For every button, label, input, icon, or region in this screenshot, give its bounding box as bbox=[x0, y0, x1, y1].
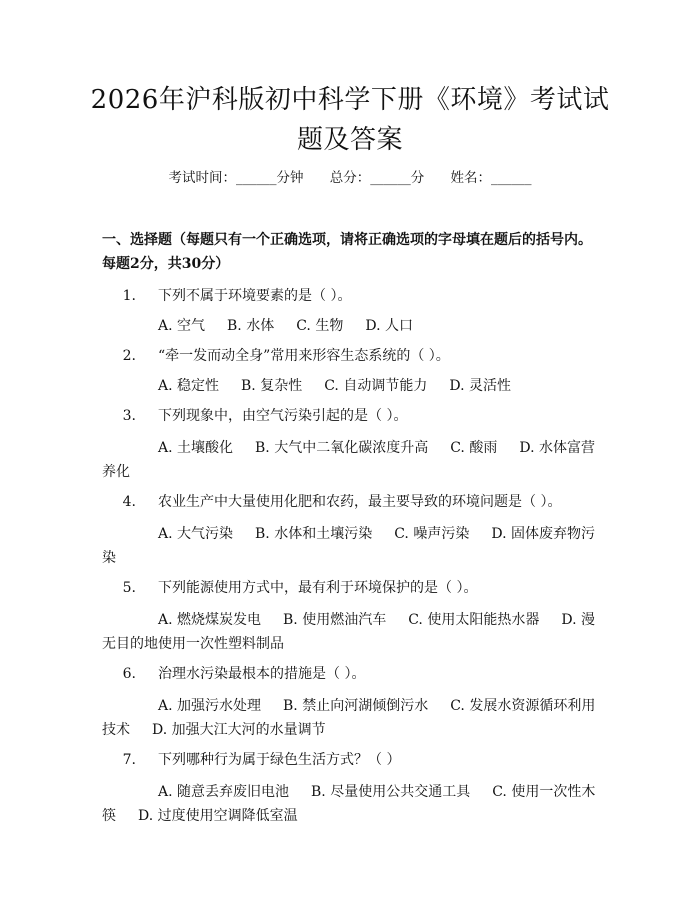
question-2 bbox=[102, 344, 602, 368]
question-text: 下列哪种行为属于绿色生活方式？（ ） bbox=[158, 752, 401, 768]
question-number: 3. bbox=[122, 408, 136, 424]
option-d: D. 水体富营养化 bbox=[102, 440, 595, 480]
option-b: B. 禁止向河湖倾倒污水 bbox=[283, 698, 429, 714]
question-2-options bbox=[102, 374, 602, 398]
question-text: 下列现象中，由空气污染引起的是（ ）。 bbox=[158, 408, 408, 424]
option-a: A. 加强污水处理 bbox=[158, 698, 262, 714]
question-text: 农业生产中大量使用化肥和农药，最主要导致的环境问题是（ ）。 bbox=[158, 494, 562, 510]
question-number: 6. bbox=[122, 666, 136, 682]
page-title bbox=[80, 80, 620, 160]
option-b: B. 水体 bbox=[227, 318, 275, 334]
question-number: 1. bbox=[122, 288, 136, 304]
option-b: B. 使用燃油汽车 bbox=[283, 612, 387, 628]
question-number: 2. bbox=[122, 348, 136, 364]
time-unit: 分钟 bbox=[276, 170, 304, 186]
option-c: C. 使用太阳能热水器 bbox=[408, 612, 540, 628]
question-number: 5. bbox=[122, 580, 136, 596]
question-6-options bbox=[102, 694, 602, 742]
question-1-options bbox=[102, 314, 602, 338]
question-text: 下列能源使用方式中，最有利于环境保护的是（ ）。 bbox=[158, 580, 478, 596]
question-number: 4. bbox=[122, 494, 136, 510]
option-d: D. 固体废弃物污染 bbox=[102, 526, 595, 566]
option-c: C. 噪声污染 bbox=[394, 526, 470, 542]
option-a: A. 土壤酸化 bbox=[158, 440, 234, 456]
name-blank: ______ bbox=[491, 170, 532, 186]
option-d: D. 过度使用空调降低室温 bbox=[138, 808, 298, 824]
option-d: D. 人口 bbox=[365, 318, 413, 334]
question-3 bbox=[102, 404, 602, 428]
option-c: C. 生物 bbox=[296, 318, 344, 334]
question-text: 治理水污染最根本的措施是（ ）。 bbox=[158, 666, 366, 682]
score-label: 总分： bbox=[329, 170, 371, 186]
question-4-options bbox=[102, 522, 602, 570]
title-line-1: 2026年沪科版初中科学下册《环境》考试试 bbox=[90, 85, 610, 115]
option-d: D. 漫无目的地使用一次性塑料制品 bbox=[102, 612, 595, 652]
option-b: B. 复杂性 bbox=[241, 378, 303, 394]
option-a: A. 稳定性 bbox=[158, 378, 220, 394]
question-1 bbox=[102, 284, 602, 308]
option-a: A. 大气污染 bbox=[158, 526, 234, 542]
question-7 bbox=[102, 748, 602, 772]
option-c: C. 酸雨 bbox=[450, 440, 498, 456]
score-unit: 分 bbox=[410, 170, 425, 186]
option-c: C. 发展水资源循环利用技术 bbox=[102, 698, 596, 738]
question-text: 下列不属于环境要素的是（ ）。 bbox=[158, 288, 352, 304]
option-b: B. 大气中二氧化碳浓度升高 bbox=[255, 440, 429, 456]
time-blank: ______ bbox=[235, 170, 277, 186]
question-5 bbox=[102, 576, 602, 600]
question-7-options bbox=[102, 780, 602, 828]
name-label: 姓名： bbox=[450, 170, 492, 186]
option-d: D. 加强大江大河的水量调节 bbox=[152, 722, 326, 738]
section-heading: 一、选择题（每题只有一个正确选项，请将正确选项的字母填在题后的括号内。每题2分，共30分） bbox=[102, 232, 592, 272]
option-b: B. 尽量使用公共交通工具 bbox=[311, 784, 471, 800]
option-a: A. 空气 bbox=[158, 318, 206, 334]
question-number: 7. bbox=[122, 752, 136, 768]
question-6 bbox=[102, 662, 602, 686]
option-a: A. 燃烧煤炭发电 bbox=[158, 612, 262, 628]
option-c: C. 自动调节能力 bbox=[324, 378, 428, 394]
question-text: “牵一发而动全身”常用来形容生态系统的（ ）。 bbox=[158, 348, 450, 364]
option-d: D. 灵活性 bbox=[449, 378, 511, 394]
question-3-options bbox=[102, 436, 602, 484]
exam-info-line bbox=[0, 166, 700, 186]
question-5-options bbox=[102, 608, 602, 656]
option-b: B. 水体和土壤污染 bbox=[255, 526, 373, 542]
option-c: C. 使用一次性木筷 bbox=[102, 784, 596, 824]
question-4 bbox=[102, 490, 602, 514]
score-blank: ______ bbox=[370, 170, 411, 186]
option-a: A. 随意丢弃废旧电池 bbox=[158, 784, 290, 800]
time-label: 考试时间： bbox=[168, 170, 236, 186]
title-line-2: 题及答案 bbox=[296, 125, 403, 155]
